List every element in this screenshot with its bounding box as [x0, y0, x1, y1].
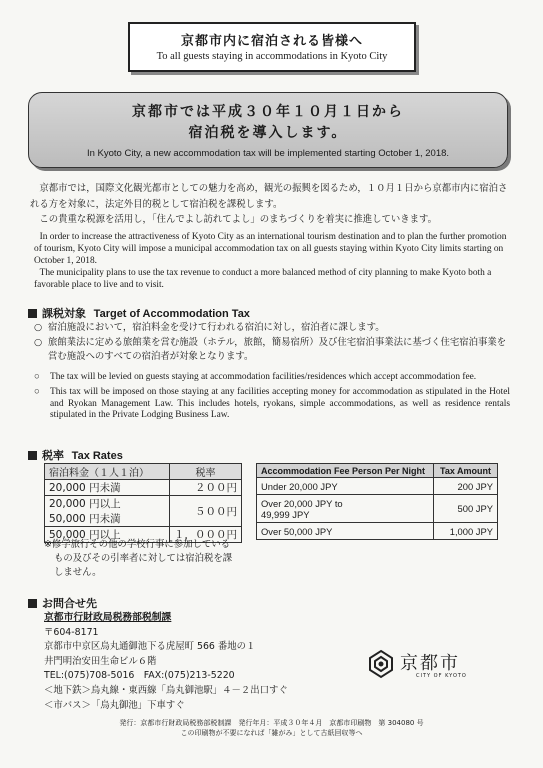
circle-bullet-icon: ○ — [34, 322, 43, 333]
target-heading — [28, 305, 250, 321]
footer — [0, 718, 543, 738]
fee-line: 50,000 円未満 — [49, 513, 121, 525]
fee-cell: 20,000 円未満 — [45, 480, 170, 496]
banner-line-english: In Kyoto City, a new accommodation tax will be implemented starting October 1, 2018. — [86, 148, 450, 159]
contact-block — [44, 611, 344, 713]
square-bullet-icon — [28, 451, 37, 460]
table-header-row — [45, 464, 242, 480]
list-item — [34, 336, 512, 365]
contact-organization: 京都市行財政局税務部税制課 — [44, 612, 172, 623]
intro-jp-paragraph: 京都市では，国際文化観光都市としての魅力を高め，観光の振興を図るため，１０月１日から京都市内に宿泊される方を対象に，法定外目的税として宿泊税を課税します。 — [30, 183, 508, 210]
contact-building: 井門明治安田生命ビル６階 — [44, 655, 157, 667]
fee-line: 49,999 JPY — [261, 508, 310, 520]
intro-japanese — [30, 181, 516, 228]
target-item-jp: 宿泊施設において，宿泊料金を受けて行われる宿泊に対し，宿泊者に課します。 — [48, 322, 385, 333]
column-header: 宿泊料金（１人１泊） — [45, 464, 170, 480]
exemption-note — [44, 538, 254, 580]
contact-address: 京都市中京区烏丸通御池下る虎屋町 566 番地の１ — [44, 641, 256, 653]
square-bullet-icon — [28, 599, 37, 608]
contact-phone: TEL:(075)708-5016 FAX:(075)213-5220 — [44, 670, 235, 682]
table-row — [257, 495, 498, 523]
table-row — [257, 523, 498, 540]
fee-line: Over 20,000 JPY to — [261, 497, 343, 509]
table-row — [45, 496, 242, 527]
header-title-jp: 京都市内に宿泊される皆様へ — [180, 34, 363, 49]
target-list-jp — [34, 321, 512, 365]
table-row — [45, 480, 242, 496]
column-header: Accommodation Fee Person Per Night — [257, 464, 434, 478]
target-list-en — [34, 372, 510, 425]
note-line: ※修学旅行その他の学校行事に参加している — [44, 539, 230, 550]
circle-bullet-icon: ○ — [34, 386, 40, 397]
fee-line: 20,000 円以上 — [49, 498, 121, 510]
column-header: Tax Amount — [434, 464, 498, 478]
banner-line-1: 京都市では平成３０年１０月１日から — [132, 104, 404, 120]
target-item-en: This tax will be imposed on those staying at any facilities accepting money for accommodation as stipulated in the Hotel and Ryokan Management Law. This includes hotels, ryokans, simple accommodations, as well as residence rentals stipulated in the Private Lodging Business Law. — [50, 386, 510, 421]
list-item — [34, 372, 510, 384]
tax-cell: 500 JPY — [434, 495, 498, 523]
circle-bullet-icon: ○ — [34, 372, 40, 382]
tax-table-jp — [44, 463, 242, 543]
tax-table-en — [256, 463, 498, 540]
logo-subtext: CITY OF KYOTO — [416, 673, 467, 679]
announcement-banner — [28, 92, 508, 168]
note-line: もの及びその引率者に対しては宿泊税を課 — [54, 553, 233, 564]
contact-heading — [28, 595, 97, 611]
contact-subway: ＜地下鉄＞烏丸線・東西線「烏丸御池駅」４－２出口すぐ — [44, 684, 288, 696]
contact-bus: ＜市バス＞「烏丸御池」下車すぐ — [44, 699, 185, 711]
intro-en-paragraph: In order to increase the attractiveness of Kyoto City as an international tourism destination and to plan the further promotion of tourism, Kyoto City will impose a municipal accommodation tax on all guests staying within Kyoto City limits starting on October 1, 2018. — [34, 232, 507, 266]
tax-cell: ５００円 — [170, 496, 242, 527]
banner-line-2: 宿泊税を導入します。 — [188, 125, 348, 141]
tax-cell: 1,000 JPY — [434, 523, 498, 540]
tax-cell: １，０００円 — [170, 527, 242, 543]
target-heading-jp: 課税対象 — [42, 307, 86, 320]
list-item — [34, 387, 510, 422]
logo-text: 京都市 — [400, 653, 460, 674]
fee-cell — [257, 495, 434, 523]
table-header-row — [257, 464, 498, 478]
column-header: 税率 — [170, 464, 242, 480]
circle-bullet-icon: ○ — [34, 336, 43, 348]
rates-heading-jp: 税率 — [42, 449, 64, 462]
fee-cell: 50,000 円以上 — [45, 527, 170, 543]
intro-en-paragraph: The municipality plans to use the tax revenue to conduct a more balanced method of city planning to make Kyoto both a favorable place to live and to visit. — [34, 268, 492, 290]
tax-cell: 200 JPY — [434, 478, 498, 495]
footer-line: この印刷物が不要になれば「雑がみ」として古紙回収等へ — [180, 729, 363, 737]
target-item-en: The tax will be levied on guests staying at accommodation facilities/residences which accept accommodation fee. — [50, 372, 477, 382]
header-box — [128, 22, 416, 72]
footer-line: 発行：京都市行財政局税務部税制課 発行年月：平成３０年４月 京都市印刷物 第 304080 号 — [119, 719, 424, 727]
kyoto-emblem-icon — [366, 649, 396, 679]
tax-cell: ２００円 — [170, 480, 242, 496]
target-item-jp: 旅館業法に定める旅館業を営む施設（ホテル，旅館，簡易宿所）及び住宅宿泊事業法に基づく住宅宿泊事業を営む施設へのすべての宿泊者が対象となります。 — [48, 336, 507, 362]
rates-heading-en: Tax Rates — [71, 450, 123, 462]
fee-cell: Under 20,000 JPY — [257, 478, 434, 495]
intro-jp-paragraph: この貴重な税源を活用し，「住んでよし訪れてよし」のまちづくりを着実に推進していきます。 — [39, 214, 437, 225]
table-row — [257, 478, 498, 495]
fee-cell: Over 50,000 JPY — [257, 523, 434, 540]
target-heading-en: Target of Accommodation Tax — [93, 308, 250, 320]
list-item — [34, 321, 512, 336]
contact-postal: 〒604-8171 — [44, 626, 99, 638]
header-title-en: To all guests staying in accommodations in Kyoto City — [156, 51, 388, 62]
square-bullet-icon — [28, 309, 37, 318]
fee-cell — [45, 496, 170, 527]
intro-english — [34, 231, 516, 291]
contact-heading-text: お問合せ先 — [42, 597, 97, 610]
note-line: しません。 — [54, 567, 102, 578]
kyoto-city-logo — [366, 643, 486, 689]
rates-heading — [28, 447, 123, 463]
